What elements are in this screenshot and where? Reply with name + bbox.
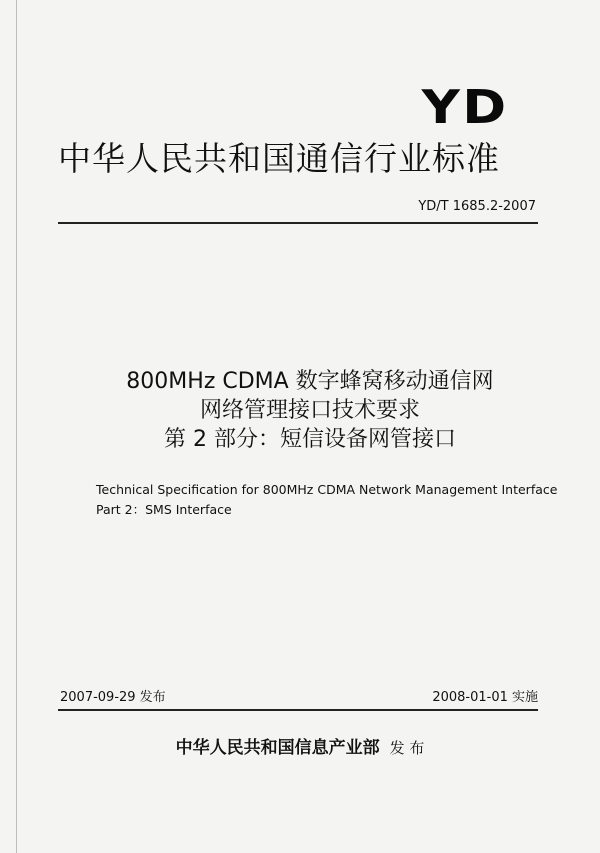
standard-type-heading: 中华人民共和国通信行业标准 xyxy=(58,139,500,178)
english-title-line-2: Part 2：SMS Interface xyxy=(96,502,232,517)
issuer-name: 中华人民共和国信息产业部 xyxy=(175,738,380,758)
binding-edge-line xyxy=(16,0,17,853)
implementation-date: 2008-01-01 实施 xyxy=(432,690,538,705)
chinese-title-line-1: 800MHz CDMA 数字蜂窝移动通信网 xyxy=(126,369,494,394)
standard-number: YD/T 1685.2-2007 xyxy=(418,199,536,214)
english-title-line-1: Technical Specification for 800MHz CDMA Network Management Interface xyxy=(96,482,558,497)
issuer-action: 发 布 xyxy=(389,739,425,757)
yd-logo: YD xyxy=(421,80,508,134)
chinese-title-line-3: 第 2 部分：短信设备网管接口 xyxy=(164,427,456,452)
release-date: 2007-09-29 发布 xyxy=(60,690,166,705)
header-divider xyxy=(58,222,538,224)
issuer-line xyxy=(0,733,600,758)
chinese-title-line-2: 网络管理接口技术要求 xyxy=(199,398,420,423)
english-title-block xyxy=(96,480,556,520)
chinese-title-block xyxy=(40,367,580,454)
footer-divider xyxy=(58,709,538,711)
